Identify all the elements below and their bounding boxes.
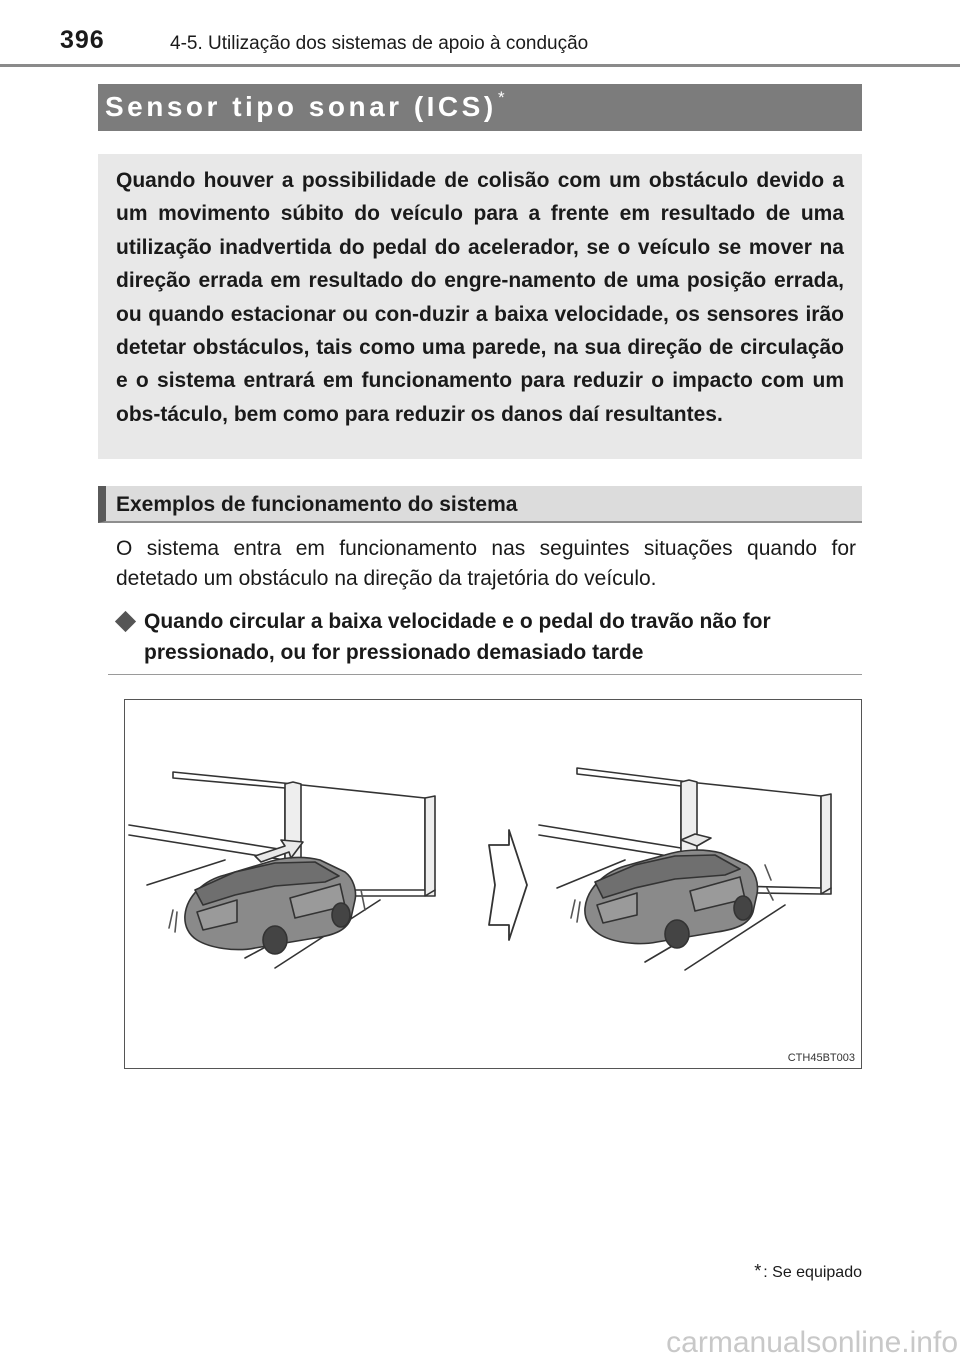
intro-text: Quando houver a possibilidade de colisão com um obstáculo devido a um movimento súbito do veículo para a frente em resultado de uma utilização inadvertida do pedal do acelerador, se o veículo se mover na direção errada em resultado do engre-namento de uma posição errada, ou quando estacionar ou con-duzir a baixa velocidade, os sensores irão detetar obstáculos, tais como uma parede, na sua direção de circulação e o sistema entrará em funcionamento para reduzir o impacto com um obs-táculo, bem como para reduzir os danos daí resultantes.	[116, 169, 844, 426]
title-asterisk: *	[498, 88, 505, 107]
section-body-text: O sistema entra em funcionamento nas seguintes situações quando for detetado um obstáculo na direção da trajetória do veículo.	[116, 537, 856, 590]
car-left	[185, 857, 356, 954]
diamond-bullet-icon	[115, 611, 136, 632]
car-right	[585, 850, 758, 948]
watermark: carmanualsonline.info	[666, 1326, 958, 1359]
figure-code: CTH45BT003	[787, 1052, 855, 1064]
page-title: Sensor tipo sonar (ICS)	[105, 91, 497, 122]
section-heading: Exemplos de funcionamento do sistema	[116, 493, 518, 516]
sub-heading: Quando circular a baixa velocidade e o pedal do travão não for pressionado, ou for pressionado demasiado tarde	[144, 610, 771, 664]
sub-heading-rule	[108, 674, 862, 675]
page-number: 396	[60, 26, 105, 54]
intro-box	[98, 154, 862, 459]
section-heading-bar	[98, 486, 862, 523]
footnote-asterisk: *	[754, 1261, 762, 1281]
illustration-figure	[124, 699, 862, 1069]
header-rule	[0, 64, 960, 67]
title-bar	[98, 84, 862, 131]
illustration-drawing	[125, 700, 861, 1068]
footnote-text: : Se equipado	[763, 1264, 862, 1281]
footnote	[754, 1261, 862, 1282]
running-header: 4-5. Utilização dos sistemas de apoio à condução	[170, 33, 589, 54]
transition-arrow-icon	[489, 830, 527, 940]
